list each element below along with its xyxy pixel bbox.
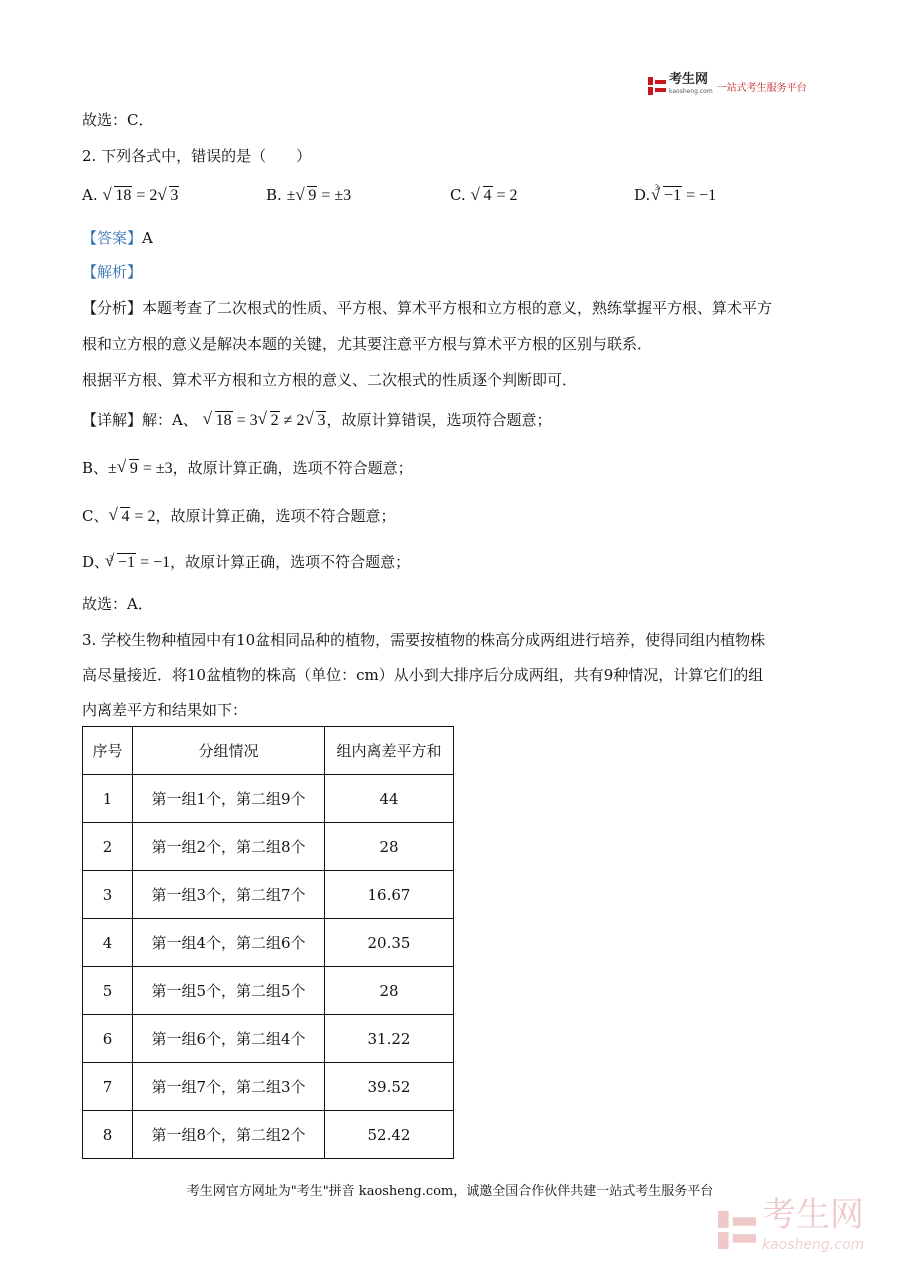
q2-fenxi-line-1: 【分析】本题考查了二次根式的性质、平方根、算术平方根和立方根的意义，熟练掌握平方根、算术平方 — [82, 299, 773, 317]
table-row — [83, 967, 454, 1015]
table-cell: 20.35 — [325, 919, 454, 967]
table-row — [83, 1111, 454, 1159]
q2-detail-a: 【详解】解：A、 √ 18 = 3√ 2 ≠ 2√ 3，故原计算错误，选项符合题意； — [82, 410, 551, 431]
table-cell: 44 — [325, 775, 454, 823]
option-b-expr: ±√ 9 = ±3 — [287, 187, 352, 204]
table-cell: 5 — [83, 967, 133, 1015]
q3-line-3: 内离差平方和结果如下： — [82, 701, 248, 719]
table-row — [83, 871, 454, 919]
table-cell: 39.52 — [325, 1063, 454, 1111]
q2-option-b: B. ±√ 9 = ±3 — [266, 186, 351, 205]
prev-answer: 故选：C． — [82, 111, 154, 129]
table-cell: 28 — [325, 823, 454, 871]
header-variance: 组内离差平方和 — [325, 727, 454, 775]
table-row — [83, 1063, 454, 1111]
table-cell: 第一组3个，第二组7个 — [133, 871, 325, 919]
table-cell: 第一组7个，第二组3个 — [133, 1063, 325, 1111]
table-cell: 第一组8个，第二组2个 — [133, 1111, 325, 1159]
q2-option-a: A. √ 18 = 2√ 3 — [82, 186, 179, 205]
q2-fenxi-line-3: 根据平方根、算术平方根和立方根的意义、二次根式的性质逐个判断即可． — [82, 371, 578, 389]
table-cell: 3 — [83, 871, 133, 919]
q2-conclusion: 故选：A． — [82, 595, 153, 613]
header-logo — [648, 74, 807, 98]
table-cell: 2 — [83, 823, 133, 871]
q2-option-d: D. $^3$√ −1 = −1 — [634, 186, 716, 205]
q2-stem: 2. 下列各式中，错误的是（ ） — [82, 147, 312, 165]
logo-slogan: 一站式考生服务平台 — [716, 82, 807, 94]
q2-answer: 【答案】A — [82, 229, 153, 247]
table-cell: 31.22 — [325, 1015, 454, 1063]
watermark — [718, 1195, 865, 1260]
option-d-expr: $^3$√ −1 = −1 — [655, 187, 716, 204]
table-cell: 4 — [83, 919, 133, 967]
table-cell: 16.67 — [325, 871, 454, 919]
table-cell: 第一组5个，第二组5个 — [133, 967, 325, 1015]
table-cell: 8 — [83, 1111, 133, 1159]
table-header-row — [83, 727, 454, 775]
table-row — [83, 823, 454, 871]
watermark-logo-icon — [718, 1208, 756, 1252]
variance-table — [82, 726, 454, 1159]
header-grouping: 分组情况 — [133, 727, 325, 775]
page-footer: 考生网官方网址为"考生"拼音 kaosheng.com，诚邀全国合作伙伴共建一站式考生服务平台 — [186, 1184, 714, 1199]
q2-detail-d: D、$^3$√ −1 = −1，故原计算正确，选项不符合题意； — [82, 552, 410, 573]
table-cell: 28 — [325, 967, 454, 1015]
q2-fenxi-line-2: 根和立方根的意义是解决本题的关键，尤其要注意平方根与算术平方根的区别与联系． — [82, 335, 653, 353]
kaosheng-logo-icon — [648, 77, 666, 95]
q3-line-2: 高尽量接近．将10盆植物的株高（单位：cm）从小到大排序后分成两组，共有9种情况，计算它们的组 — [82, 666, 764, 684]
table-row — [83, 1015, 454, 1063]
table-row — [83, 919, 454, 967]
option-c-expr: √ 4 = 2 — [471, 187, 518, 204]
option-a-expr: √ 18 = 2√ 3 — [102, 187, 179, 204]
table-cell: 第一组4个，第二组6个 — [133, 919, 325, 967]
table-cell: 1 — [83, 775, 133, 823]
q3-line-1: 3. 学校生物种植园中有10盆相同品种的植物，需要按植物的株高分成两组进行培养，使得同组内植物株 — [82, 631, 766, 649]
header-index: 序号 — [83, 727, 133, 775]
table-cell: 52.42 — [325, 1111, 454, 1159]
table-cell: 第一组1个，第二组9个 — [133, 775, 325, 823]
table-cell: 第一组6个，第二组4个 — [133, 1015, 325, 1063]
table-row — [83, 775, 454, 823]
logo-brand: 考生网 kaosheng.com — [669, 72, 713, 95]
q2-detail-b: B、±√ 9 = ±3，故原计算正确，选项不符合题意； — [82, 458, 413, 479]
q2-analysis-tag: 【解析】 — [82, 263, 143, 281]
table-cell: 6 — [83, 1015, 133, 1063]
table-cell: 7 — [83, 1063, 133, 1111]
q2-option-c: C. √ 4 = 2 — [450, 186, 518, 205]
q2-detail-c: C、√ 4 = 2，故原计算正确，选项不符合题意； — [82, 506, 396, 527]
table-cell: 第一组2个，第二组8个 — [133, 823, 325, 871]
watermark-text: 考生网 kaosheng.com — [762, 1195, 865, 1253]
